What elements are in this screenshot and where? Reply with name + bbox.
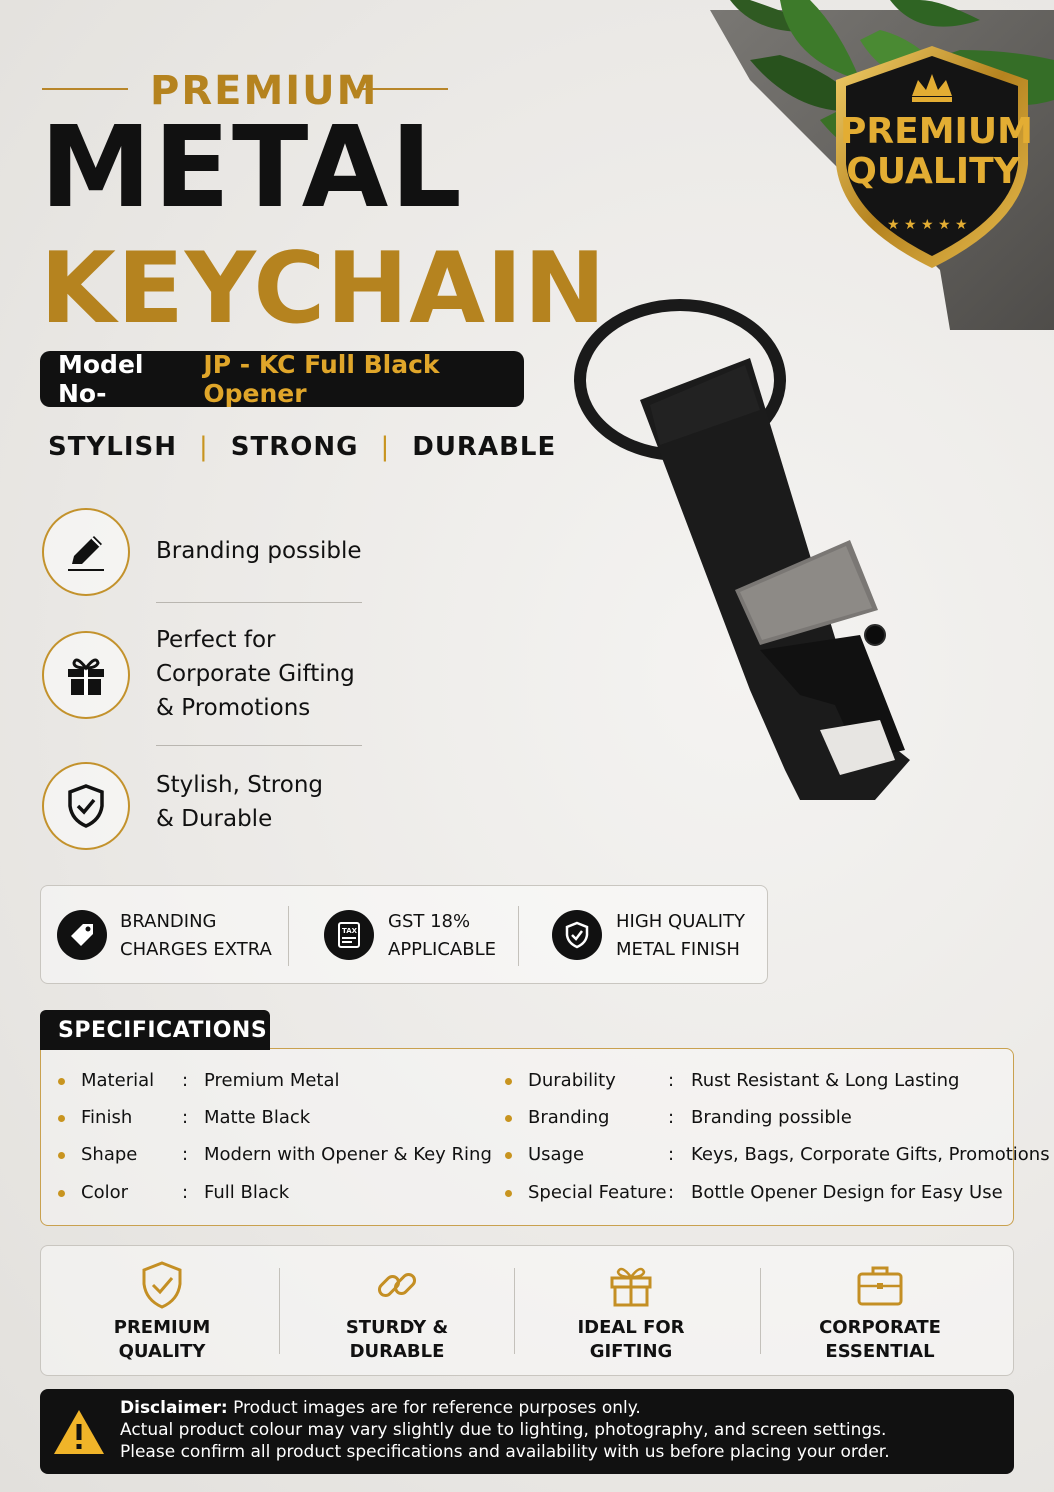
disclaimer-line1: Product images are for reference purposes only. (233, 1398, 641, 1418)
svg-text:TAX: TAX (342, 927, 358, 935)
info-divider (518, 906, 519, 966)
feature-divider (156, 745, 362, 746)
spec-colon: : (668, 1144, 675, 1165)
feature-stylish-strong (156, 768, 323, 836)
feature-line: & Durable (156, 806, 273, 832)
spec-label: Durability (528, 1070, 616, 1091)
specifications-heading: SPECIFICATIONS (40, 1010, 270, 1050)
title-metal: METAL (40, 103, 464, 233)
feature-line: & Promotions (156, 695, 311, 721)
feature-line: Corporate Gifting (156, 661, 355, 687)
spec-value: Full Black (204, 1182, 290, 1203)
gift-icon (42, 631, 130, 719)
feature-line: Branding possible (156, 538, 362, 564)
spec-label: Finish (81, 1107, 133, 1128)
disclaimer-label: Disclaimer: (120, 1398, 228, 1418)
spec-value: Matte Black (204, 1107, 311, 1128)
spec-colon: : (182, 1144, 189, 1165)
feature-line: Stylish, Strong (156, 772, 324, 798)
spec-colon: : (182, 1182, 189, 1203)
badge-line2: QUALITY (846, 151, 1020, 192)
bar-sturdy-durable (297, 1316, 497, 1364)
disclaimer-text (120, 1397, 890, 1463)
briefcase-icon (853, 1258, 907, 1312)
info-line: GST 18% (388, 911, 471, 932)
feature-line: Perfect for (156, 627, 276, 653)
spec-value: Branding possible (691, 1107, 852, 1128)
bar-divider (514, 1268, 515, 1354)
tax-icon (324, 910, 374, 960)
info-line: CHARGES EXTRA (120, 939, 272, 960)
shield-check-icon (135, 1258, 189, 1312)
bar-line: ESSENTIAL (825, 1341, 935, 1362)
model-number-banner (40, 351, 524, 407)
info-branding-charges (120, 908, 272, 964)
spec-colon: : (182, 1107, 189, 1128)
title-keychain: KEYCHAIN (40, 232, 607, 346)
bar-line: QUALITY (118, 1341, 206, 1362)
model-value: JP - KC Full Black Opener (203, 350, 440, 408)
disclaimer-line2: Actual product colour may vary slightly due to lighting, photography, and screen settings. (120, 1420, 887, 1440)
shield-check-icon (552, 910, 602, 960)
tagline-durable: DURABLE (412, 432, 557, 462)
spec-colon: : (182, 1070, 189, 1091)
info-strip (40, 885, 768, 984)
bar-line: STURDY & (345, 1317, 449, 1338)
feature-divider (156, 602, 362, 603)
feature-branding (156, 534, 362, 568)
spec-bullet (58, 1190, 65, 1197)
info-divider (288, 906, 289, 966)
spec-bullet (505, 1078, 512, 1085)
info-line: BRANDING (120, 911, 217, 932)
bar-premium-quality (62, 1316, 262, 1364)
info-line: APPLICABLE (388, 939, 496, 960)
spec-label: Branding (528, 1107, 610, 1128)
spec-label: Material (81, 1070, 155, 1091)
bar-ideal-gifting (531, 1316, 731, 1364)
bar-corporate-essential (780, 1316, 980, 1364)
svg-text:★ ★ ★ ★ ★: ★ ★ ★ ★ ★ (887, 217, 968, 233)
info-line: METAL FINISH (616, 939, 740, 960)
bar-line: IDEAL FOR (577, 1317, 685, 1338)
spec-value: Premium Metal (204, 1070, 340, 1091)
badge-line1: PREMIUM (840, 111, 1033, 152)
bar-line: CORPORATE (819, 1317, 941, 1338)
disclaimer-panel (40, 1389, 1014, 1474)
info-line: HIGH QUALITY (616, 911, 746, 932)
feature-corporate-gifting (156, 623, 355, 725)
spec-label: Shape (81, 1144, 138, 1165)
spec-label: Color (81, 1182, 128, 1203)
spec-value: Keys, Bags, Corporate Gifts, Promotions (691, 1144, 1050, 1165)
bar-line: DURABLE (349, 1341, 445, 1362)
tag-icon (57, 910, 107, 960)
bar-divider (760, 1268, 761, 1354)
bar-line: GIFTING (589, 1341, 673, 1362)
spec-bullet (505, 1115, 512, 1122)
info-metal-finish (616, 908, 745, 964)
warning-icon (52, 1407, 106, 1457)
bar-line: PREMIUM (113, 1317, 211, 1338)
tagline-separator: | (199, 432, 209, 462)
spec-bullet (505, 1152, 512, 1159)
premium-heading: PREMIUM (150, 68, 379, 114)
bar-divider (279, 1268, 280, 1354)
chain-link-icon (370, 1258, 424, 1312)
model-label: Model No- (58, 350, 144, 408)
shield-check-icon (42, 762, 130, 850)
spec-colon: : (668, 1070, 675, 1091)
spec-bullet (58, 1115, 65, 1122)
spec-value: Bottle Opener Design for Easy Use (691, 1182, 1003, 1203)
spec-colon: : (668, 1107, 675, 1128)
disclaimer-line3: Please confirm all product specifications and availability with us before placing your order. (120, 1442, 890, 1462)
spec-label: Usage (528, 1144, 585, 1165)
pencil-icon (42, 508, 130, 596)
spec-value: Rust Resistant & Long Lasting (691, 1070, 960, 1091)
keychain-product-image (560, 290, 1000, 830)
gift-icon (604, 1258, 658, 1312)
spec-bullet (505, 1190, 512, 1197)
spec-label: Special Feature (528, 1182, 667, 1203)
premium-rule-left (42, 88, 128, 90)
info-gst (388, 908, 496, 964)
spec-bullet (58, 1152, 65, 1159)
spec-colon: : (668, 1182, 675, 1203)
spec-bullet (58, 1078, 65, 1085)
tagline (48, 432, 556, 462)
tagline-stylish: STYLISH (48, 432, 178, 462)
tagline-strong: STRONG (230, 432, 359, 462)
spec-value: Modern with Opener & Key Ring (204, 1144, 492, 1165)
tagline-separator: | (380, 432, 391, 462)
